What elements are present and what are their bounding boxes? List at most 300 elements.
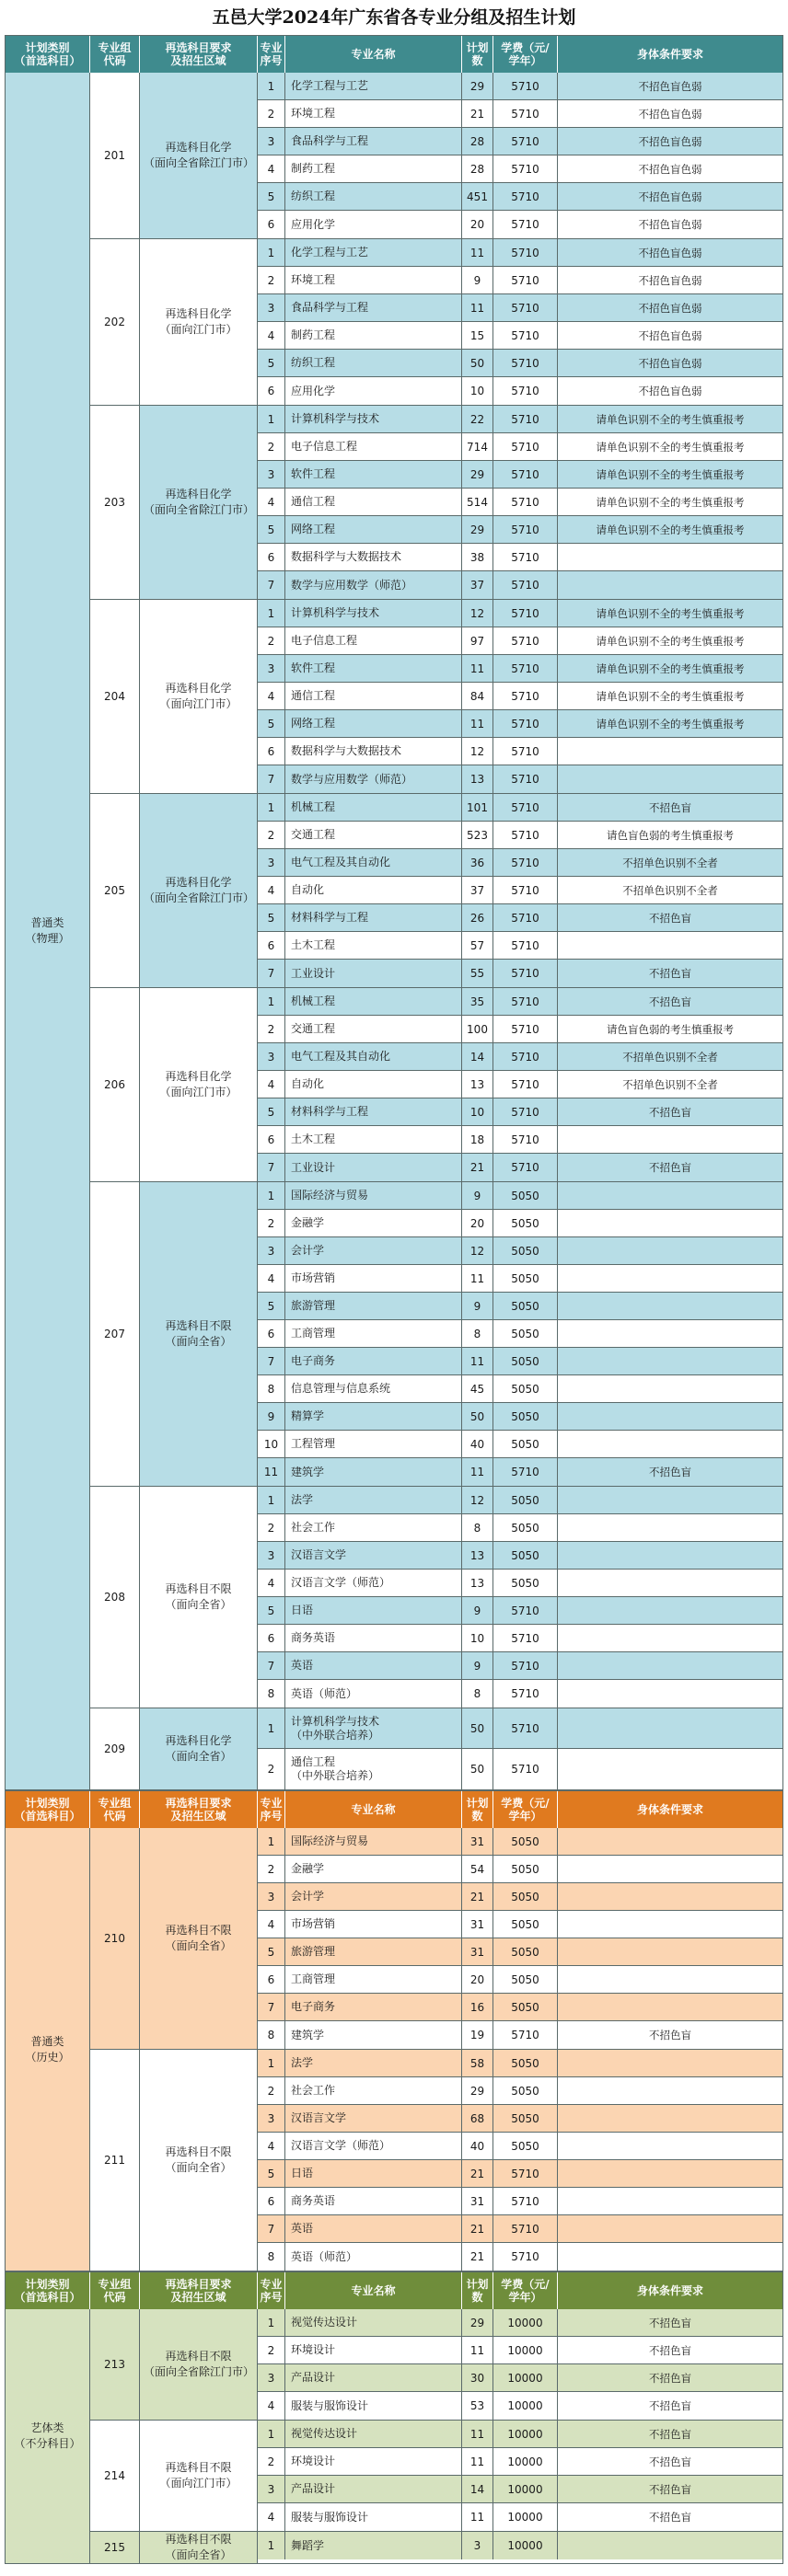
major-row	[258, 1348, 782, 1375]
tables-container	[0, 35, 788, 2564]
major-row	[258, 1625, 782, 1652]
major-row	[258, 1828, 782, 1856]
plan-count: 12	[462, 738, 493, 765]
group-code: 207	[90, 1182, 140, 1486]
major-name: 工商管理	[285, 1320, 462, 1347]
major-name: 汉语言文学（师范）	[285, 2133, 462, 2159]
major-seq: 6	[258, 738, 285, 765]
header-cell-name: 专业名称	[285, 2272, 462, 2309]
tuition-fee: 5710	[493, 267, 558, 293]
major-row	[258, 1680, 782, 1708]
body-requirement: 不招单色识别不全者	[622, 1050, 718, 1064]
tuition-fee: 5050	[493, 1487, 558, 1513]
tuition-fee: 5050	[493, 1542, 558, 1569]
major-seq: 1	[258, 2309, 285, 2336]
table-header	[6, 2272, 782, 2309]
major-name: 化学工程与工艺	[285, 73, 462, 99]
major-name: 电子商务	[285, 1994, 462, 2020]
major-row	[258, 322, 782, 350]
tuition-fee: 10000	[493, 2421, 558, 2447]
body-requirement: 请单色识别不全的考生慎重报考	[596, 717, 745, 730]
major-row	[258, 2392, 782, 2420]
header-cell-count: 计划 数	[462, 2272, 493, 2309]
major-seq: 5	[258, 183, 285, 210]
major-name: 软件工程	[285, 655, 462, 682]
tuition-fee: 5710	[493, 155, 558, 182]
major-rows	[258, 2421, 782, 2531]
major-row	[258, 1375, 782, 1403]
body-requirement	[558, 1542, 782, 1569]
tuition-fee: 5710	[493, 794, 558, 821]
major-name: 国际经济与贸易	[285, 1182, 462, 1209]
tuition-fee: 5050	[493, 1883, 558, 1910]
major-row	[258, 2421, 782, 2448]
major-group	[90, 1182, 782, 1487]
tuition-fee: 5710	[493, 1016, 558, 1042]
body-requirement: 不招色盲色弱	[638, 107, 702, 121]
plan-count: 84	[462, 683, 493, 709]
body-requirement	[558, 1680, 782, 1708]
body-requirement: 不招色盲	[649, 2511, 691, 2524]
header-cell-seq: 专业 序号	[258, 1791, 285, 1828]
major-name: 交通工程	[285, 1016, 462, 1042]
body-requirement	[558, 1514, 782, 1541]
major-seq: 3	[258, 2364, 285, 2391]
tuition-fee: 5050	[493, 2133, 558, 2159]
plan-count: 30	[462, 2364, 493, 2391]
major-name: 工业设计	[285, 960, 462, 987]
body-requirement	[558, 1994, 782, 2020]
group-code: 208	[90, 1487, 140, 1708]
header-cell-fee: 学费（元/ 学年）	[493, 36, 558, 73]
group-code: 206	[90, 988, 140, 1181]
major-seq: 3	[258, 294, 285, 321]
major-row	[258, 738, 782, 765]
plan-count: 53	[462, 2392, 493, 2420]
major-seq: 4	[258, 1265, 285, 1292]
tuition-fee: 5710	[493, 2243, 558, 2271]
major-rows	[258, 1828, 782, 2049]
group-requirement: 再选科目化学 （面向全省除江门市）	[140, 794, 258, 987]
major-seq: 2	[258, 1514, 285, 1541]
plan-count: 31	[462, 1938, 493, 1965]
major-name: 交通工程	[285, 822, 462, 848]
major-group	[90, 600, 782, 794]
major-seq: 5	[258, 904, 285, 931]
tuition-fee: 5710	[493, 1625, 558, 1651]
plan-count: 13	[462, 1570, 493, 1596]
plan-count: 28	[462, 155, 493, 182]
major-seq: 4	[258, 683, 285, 709]
major-seq: 4	[258, 1570, 285, 1596]
major-name: 电子信息工程	[285, 433, 462, 460]
header-cell-fee: 学费（元/ 学年）	[493, 1791, 558, 1828]
major-rows	[258, 1708, 782, 1789]
plan-count: 13	[462, 765, 493, 793]
body-requirement	[558, 1375, 782, 1402]
major-row	[258, 2160, 782, 2188]
major-row	[258, 1652, 782, 1680]
major-seq: 8	[258, 1375, 285, 1402]
major-seq: 1	[258, 794, 285, 821]
major-seq: 6	[258, 211, 285, 238]
major-seq: 1	[258, 2532, 285, 2559]
major-seq: 7	[258, 1994, 285, 2020]
plan-count: 13	[462, 1071, 493, 1098]
body-requirement	[558, 1210, 782, 1236]
tuition-fee: 5710	[493, 1126, 558, 1153]
major-rows	[258, 73, 782, 238]
major-seq: 1	[258, 1708, 285, 1748]
group-requirement: 再选科目不限 （面向江门市）	[140, 2421, 258, 2531]
body-requirement: 请单色识别不全的考生慎重报考	[596, 689, 745, 703]
body-requirement: 不招色盲色弱	[638, 301, 702, 315]
major-name: 网络工程	[285, 710, 462, 737]
major-name: 社会工作	[285, 1514, 462, 1541]
plan-count: 29	[462, 461, 493, 488]
tuition-fee: 5710	[493, 1708, 558, 1748]
plan-count: 54	[462, 1856, 493, 1882]
plan-count: 11	[462, 1458, 493, 1486]
tuition-fee: 5710	[493, 627, 558, 654]
major-seq: 11	[258, 1458, 285, 1486]
tuition-fee: 5710	[493, 516, 558, 543]
group-requirement: 再选科目不限 （面向全省除江门市）	[140, 2309, 258, 2420]
major-row	[258, 794, 782, 822]
group-requirement: 再选科目化学 （面向全省除江门市）	[140, 406, 258, 599]
tuition-fee: 5710	[493, 2215, 558, 2242]
major-row	[258, 516, 782, 544]
major-row	[258, 1237, 782, 1265]
major-row	[258, 627, 782, 655]
tuition-fee: 5050	[493, 2050, 558, 2076]
tuition-fee: 5710	[493, 683, 558, 709]
major-seq: 2	[258, 2448, 285, 2475]
tuition-fee: 5710	[493, 738, 558, 765]
body-requirement: 不招色盲	[649, 967, 691, 980]
major-name: 数据科学与大数据技术	[285, 544, 462, 570]
major-rows	[258, 1182, 782, 1486]
major-seq: 1	[258, 600, 285, 627]
tuition-fee: 5710	[493, 822, 558, 848]
tuition-fee: 5710	[493, 183, 558, 210]
body-requirement	[558, 1597, 782, 1624]
major-seq: 7	[258, 571, 285, 599]
major-row	[258, 2133, 782, 2160]
tuition-fee: 5710	[493, 2021, 558, 2049]
plan-count: 31	[462, 2188, 493, 2214]
group-requirement: 再选科目化学 （面向江门市）	[140, 239, 258, 405]
section-body	[6, 2309, 782, 2563]
body-requirement	[558, 1828, 782, 1855]
major-row	[258, 1749, 782, 1789]
major-name: 英语	[285, 1652, 462, 1679]
major-seq: 2	[258, 2077, 285, 2104]
header-cell-group-code: 专业组 代码	[90, 2272, 140, 2309]
major-name: 社会工作	[285, 2077, 462, 2104]
plan-count: 14	[462, 2476, 493, 2502]
header-cell-seq: 专业 序号	[258, 2272, 285, 2309]
major-rows	[258, 794, 782, 987]
body-requirement: 不招色盲色弱	[638, 273, 702, 287]
plan-count: 15	[462, 322, 493, 349]
major-seq: 3	[258, 461, 285, 488]
major-name: 食品科学与工程	[285, 294, 462, 321]
tuition-fee: 5710	[493, 544, 558, 570]
major-name: 工商管理	[285, 1966, 462, 1993]
major-row	[258, 1708, 782, 1749]
major-seq: 2	[258, 822, 285, 848]
body-requirement: 请单色识别不全的考生慎重报考	[596, 467, 745, 481]
plan-count: 37	[462, 571, 493, 599]
major-seq: 6	[258, 1966, 285, 1993]
tuition-fee: 5050	[493, 1293, 558, 1319]
plan-count: 12	[462, 1237, 493, 1264]
body-requirement: 不招色盲	[649, 2482, 691, 2496]
tuition-fee: 5710	[493, 489, 558, 515]
major-seq: 7	[258, 1348, 285, 1374]
major-seq: 4	[258, 2503, 285, 2531]
major-name: 土木工程	[285, 932, 462, 959]
major-group	[90, 2309, 782, 2421]
tuition-fee: 10000	[493, 2309, 558, 2336]
group-code: 202	[90, 239, 140, 405]
major-seq: 1	[258, 1487, 285, 1513]
major-seq: 4	[258, 877, 285, 903]
plan-count: 26	[462, 904, 493, 931]
tuition-fee: 5050	[493, 1514, 558, 1541]
tuition-fee: 5710	[493, 1597, 558, 1624]
body-requirement	[558, 738, 782, 765]
plan-count: 22	[462, 406, 493, 432]
major-name: 日语	[285, 1597, 462, 1624]
major-seq: 6	[258, 544, 285, 570]
table-header	[6, 1791, 782, 1828]
major-seq: 7	[258, 1154, 285, 1181]
major-name: 环境工程	[285, 267, 462, 293]
header-cell-type: 计划类别 （首选科目）	[6, 1791, 90, 1828]
tuition-fee: 5710	[493, 128, 558, 155]
major-row	[258, 2448, 782, 2476]
major-name: 商务英语	[285, 1625, 462, 1651]
major-row	[258, 1403, 782, 1431]
tuition-fee: 10000	[493, 2448, 558, 2475]
major-name: 食品科学与工程	[285, 128, 462, 155]
major-row	[258, 2309, 782, 2337]
body-requirement	[558, 2532, 782, 2559]
body-requirement: 请单色识别不全的考生慎重报考	[596, 634, 745, 648]
major-seq: 9	[258, 1403, 285, 1430]
major-row	[258, 683, 782, 710]
plan-count: 11	[462, 1348, 493, 1374]
tuition-fee: 5050	[493, 1570, 558, 1596]
header-cell-name: 专业名称	[285, 36, 462, 73]
tuition-fee: 5050	[493, 2105, 558, 2132]
major-name: 产品设计	[285, 2476, 462, 2502]
plan-count: 11	[462, 710, 493, 737]
major-name: 计算机科学与技术	[285, 600, 462, 627]
header-cell-count: 计划 数	[462, 1791, 493, 1828]
major-rows	[258, 1487, 782, 1708]
body-requirement: 不招色盲色弱	[638, 385, 702, 397]
major-row	[258, 1071, 782, 1098]
major-row	[258, 1856, 782, 1883]
header-cell-body-req: 身体条件要求	[636, 1803, 703, 1816]
plan-count: 11	[462, 655, 493, 682]
plan-count: 3	[462, 2532, 493, 2559]
major-row	[258, 1966, 782, 1994]
tuition-fee: 5710	[493, 1458, 558, 1486]
major-name: 精算学	[285, 1403, 462, 1430]
major-row	[258, 128, 782, 155]
plan-count: 514	[462, 489, 493, 515]
body-requirement	[558, 1708, 782, 1748]
major-row	[258, 211, 782, 238]
group-requirement: 再选科目不限 （面向全省）	[140, 1828, 258, 2049]
major-row	[258, 710, 782, 738]
major-row	[258, 461, 782, 489]
major-seq: 6	[258, 1320, 285, 1347]
body-requirement: 请色盲色弱的考生慎重报考	[607, 1022, 734, 1036]
tuition-fee: 5710	[493, 877, 558, 903]
tuition-fee: 10000	[493, 2503, 558, 2531]
tuition-fee: 5050	[493, 1938, 558, 1965]
plan-type-cell: 普通类 （物理）	[6, 73, 90, 1789]
body-requirement	[558, 571, 782, 599]
major-row	[258, 294, 782, 322]
body-requirement: 不招色盲色弱	[638, 218, 702, 231]
major-seq: 7	[258, 1652, 285, 1679]
body-requirement	[558, 2243, 782, 2271]
plan-count: 451	[462, 183, 493, 210]
major-seq: 5	[258, 1293, 285, 1319]
major-seq: 4	[258, 155, 285, 182]
plan-count: 21	[462, 1154, 493, 1181]
plan-count: 9	[462, 1182, 493, 1209]
tuition-fee: 5050	[493, 1237, 558, 1264]
body-requirement: 请单色识别不全的考生慎重报考	[596, 661, 745, 675]
body-requirement	[558, 1182, 782, 1209]
tuition-fee: 5050	[493, 1210, 558, 1236]
plan-type-cell: 普通类 （历史）	[6, 1828, 90, 2271]
major-row	[258, 2532, 782, 2559]
major-row	[258, 1126, 782, 1154]
plan-count: 10	[462, 1098, 493, 1125]
plan-count: 28	[462, 128, 493, 155]
major-seq: 2	[258, 1016, 285, 1042]
plan-type-cell: 艺体类 （不分科目）	[6, 2309, 90, 2563]
major-row	[258, 1938, 782, 1966]
plan-count: 12	[462, 600, 493, 627]
major-name: 材料科学与工程	[285, 1098, 462, 1125]
group-code: 215	[90, 2532, 140, 2563]
major-row	[258, 1098, 782, 1126]
major-row	[258, 2364, 782, 2392]
major-row	[258, 1487, 782, 1514]
major-row	[258, 904, 782, 932]
tuition-fee: 5710	[493, 73, 558, 99]
major-name: 土木工程	[285, 1126, 462, 1153]
plan-count: 9	[462, 1652, 493, 1679]
plan-count: 13	[462, 1542, 493, 1569]
body-requirement: 不招色盲	[649, 2029, 691, 2041]
major-seq: 3	[258, 1237, 285, 1264]
plan-count: 9	[462, 267, 493, 293]
plan-count: 21	[462, 2243, 493, 2271]
major-seq: 2	[258, 2337, 285, 2363]
major-name: 自动化	[285, 877, 462, 903]
tuition-fee: 5710	[493, 932, 558, 959]
major-name: 舞蹈学	[285, 2532, 462, 2559]
major-seq: 5	[258, 516, 285, 543]
body-requirement: 请单色识别不全的考生慎重报考	[596, 523, 745, 536]
major-name: 金融学	[285, 1210, 462, 1236]
tuition-fee: 5710	[493, 1652, 558, 1679]
major-name: 旅游管理	[285, 1938, 462, 1965]
major-seq: 3	[258, 1883, 285, 1910]
major-group	[90, 2421, 782, 2532]
group-requirement: 再选科目不限 （面向全省）	[140, 2050, 258, 2271]
major-name: 机械工程	[285, 794, 462, 821]
body-requirement: 不招色盲	[649, 1466, 691, 1478]
plan-count: 31	[462, 1828, 493, 1855]
plan-count: 10	[462, 377, 493, 405]
plan-count: 14	[462, 1043, 493, 1070]
major-row	[258, 73, 782, 100]
major-row	[258, 183, 782, 211]
group-code: 213	[90, 2309, 140, 2420]
group-code: 211	[90, 2050, 140, 2271]
major-group	[90, 406, 782, 600]
major-name: 纺织工程	[285, 350, 462, 376]
major-seq: 3	[258, 849, 285, 876]
major-name: 数据科学与大数据技术	[285, 738, 462, 765]
major-name: 网络工程	[285, 516, 462, 543]
major-row	[258, 2215, 782, 2243]
major-rows	[258, 239, 782, 405]
major-seq: 5	[258, 1938, 285, 1965]
plan-count: 36	[462, 849, 493, 876]
group-list	[90, 73, 782, 1789]
major-row	[258, 544, 782, 571]
major-row	[258, 2077, 782, 2105]
major-name: 服装与服饰设计	[285, 2392, 462, 2420]
tuition-fee: 5050	[493, 1431, 558, 1457]
header-cell-group-code: 专业组 代码	[90, 1791, 140, 1828]
major-seq: 1	[258, 2421, 285, 2447]
major-name: 电气工程及其自动化	[285, 849, 462, 876]
major-seq: 6	[258, 932, 285, 959]
major-group	[90, 239, 782, 406]
body-requirement: 不招色盲	[649, 2455, 691, 2468]
body-requirement: 不招单色识别不全者	[622, 856, 718, 869]
tuition-fee: 10000	[493, 2364, 558, 2391]
major-seq: 5	[258, 710, 285, 737]
major-seq: 7	[258, 765, 285, 793]
major-name: 视觉传达设计	[285, 2309, 462, 2336]
major-name: 视觉传达设计	[285, 2421, 462, 2447]
major-name: 工业设计	[285, 1154, 462, 1181]
tuition-fee: 5050	[493, 1348, 558, 1374]
body-requirement	[558, 2188, 782, 2214]
major-name: 环境设计	[285, 2337, 462, 2363]
group-requirement: 再选科目化学 （面向江门市）	[140, 988, 258, 1181]
body-requirement	[558, 2077, 782, 2104]
major-row	[258, 100, 782, 128]
major-row	[258, 155, 782, 183]
major-name: 软件工程	[285, 461, 462, 488]
major-row	[258, 1320, 782, 1348]
